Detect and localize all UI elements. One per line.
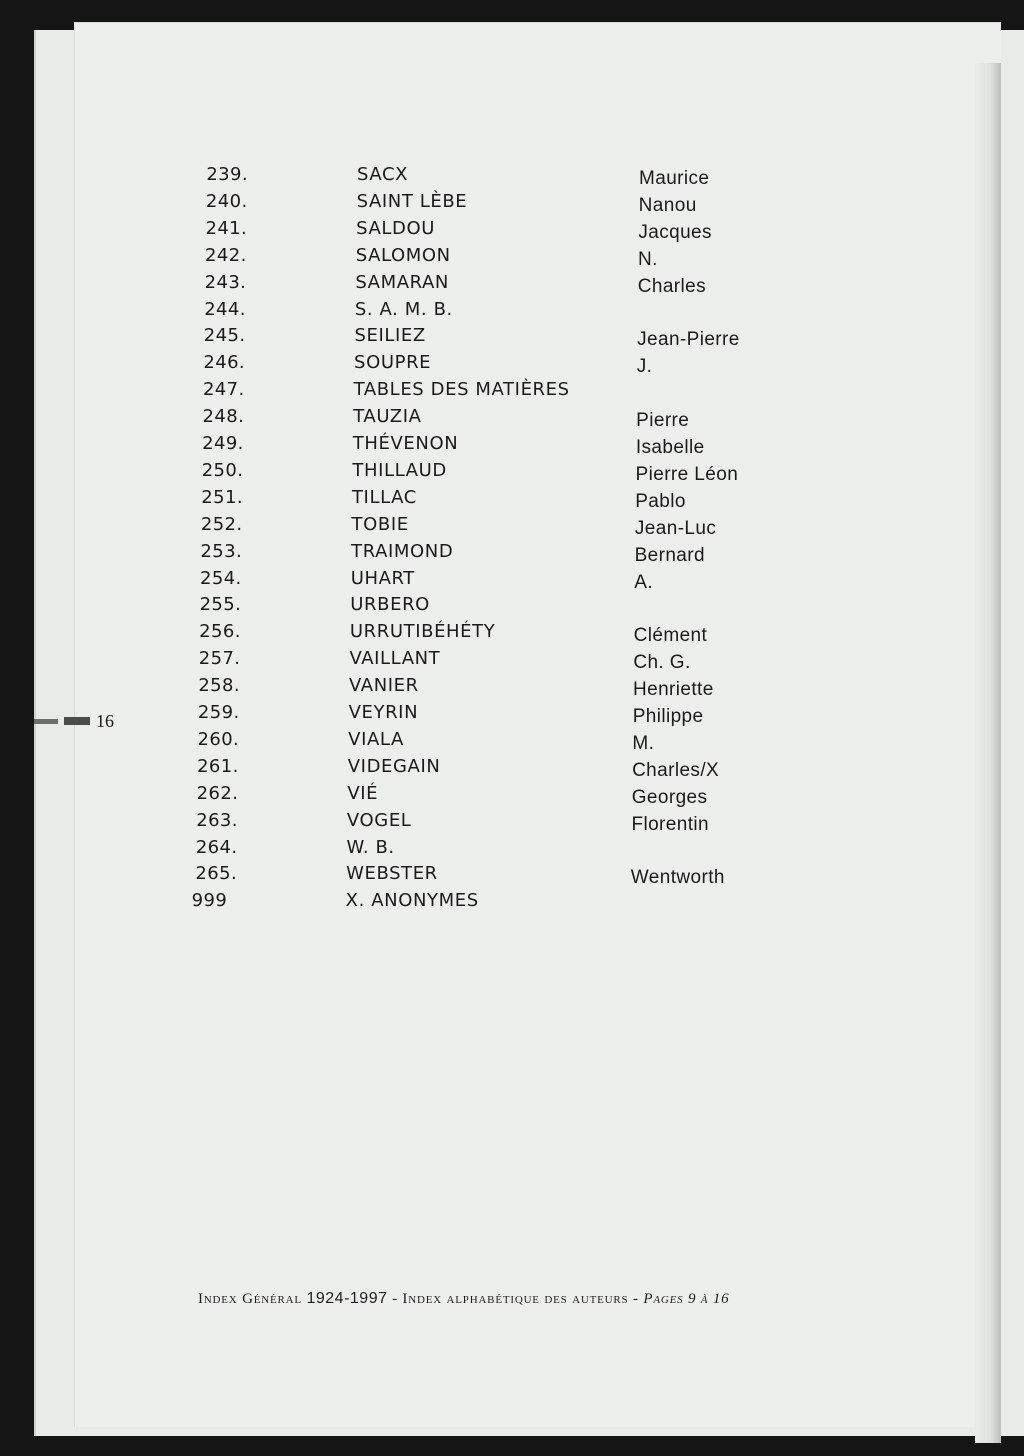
entry-number: 240. (205, 190, 248, 212)
entry-firstname: Isabelle (635, 437, 705, 458)
entry-number: 249. (202, 433, 244, 454)
index-entry (0, 890, 1024, 917)
entry-surname: W. B. (346, 836, 395, 858)
footer-separator: - (392, 1291, 398, 1307)
entry-surname: VIALA (348, 728, 404, 750)
entry-firstname: A. (634, 571, 654, 593)
entry-surname: SACX (357, 164, 409, 185)
entry-number: 239. (206, 164, 248, 185)
entry-firstname: Charles (637, 275, 707, 297)
index-entry (0, 460, 1024, 487)
entry-firstname: M. (632, 732, 655, 754)
index-entry (0, 514, 1024, 541)
entry-surname: WEBSTER (346, 863, 438, 885)
index-entry (0, 648, 1024, 675)
entry-number: 260. (197, 728, 240, 750)
index-entry (0, 433, 1024, 460)
entry-firstname: Pierre Léon (635, 463, 739, 485)
index-entry (0, 702, 1024, 729)
entry-number: 244. (204, 298, 246, 320)
index-entry (0, 863, 1024, 890)
entry-surname: UHART (350, 567, 415, 589)
entry-surname: URRUTIBÉHÉTY (349, 621, 496, 643)
entry-firstname: Henriette (633, 679, 714, 701)
entry-number: 259. (197, 702, 240, 723)
index-entry (0, 594, 1024, 621)
index-entry (0, 245, 1024, 272)
entry-firstname: Jean-Pierre (637, 329, 740, 351)
entry-surname: SOUPRE (354, 352, 432, 374)
entry-surname: THÉVENON (352, 433, 459, 454)
entry-firstname: Pierre (636, 410, 690, 432)
entry-number: 247. (202, 379, 245, 401)
entry-firstname: Ch. G. (633, 652, 691, 674)
entry-number: 251. (201, 486, 243, 508)
index-entry (0, 218, 1024, 245)
footer-title: Index Général (198, 1291, 302, 1307)
entry-number: 258. (198, 675, 241, 697)
index-entry (0, 783, 1024, 810)
entry-surname: URBERO (350, 594, 430, 616)
index-entry (0, 729, 1024, 756)
entry-firstname: Maurice (639, 168, 710, 189)
entry-surname: SAINT LÈBE (356, 190, 468, 212)
entry-number: 253. (200, 540, 243, 562)
entry-firstname: Philippe (632, 706, 704, 727)
entry-surname: VIÉ (347, 782, 379, 804)
index-entry (0, 487, 1024, 514)
entry-number: 999 (191, 890, 228, 912)
entry-firstname: J. (636, 356, 653, 378)
footer-separator: - (633, 1291, 639, 1307)
index-entry (0, 406, 1024, 433)
index-entry (0, 541, 1024, 568)
index-entry (0, 272, 1024, 299)
entry-firstname: Bernard (634, 544, 705, 566)
entry-surname: VIDEGAIN (347, 755, 441, 777)
index-entry (0, 352, 1024, 379)
entry-surname: VANIER (349, 675, 419, 697)
entry-number: 255. (199, 594, 242, 616)
footer-pages: Pages 9 à 16 (643, 1291, 730, 1307)
entry-firstname: Charles/X (632, 759, 720, 781)
entry-surname: VEYRIN (348, 702, 419, 723)
entry-number: 256. (199, 621, 241, 643)
footer-years: 1924-1997 (306, 1290, 388, 1307)
entry-number: 265. (195, 863, 238, 885)
entry-firstname: Wentworth (630, 867, 725, 889)
entry-surname: SAMARAN (355, 271, 449, 293)
index-entry (0, 164, 1024, 191)
entry-firstname: Clément (633, 625, 708, 647)
index-entry (0, 299, 1024, 326)
entry-number: 241. (205, 217, 248, 239)
entry-surname: TABLES DES MATIÈRES (353, 379, 570, 401)
entry-surname: X. ANONYMES (345, 890, 479, 912)
entry-number: 243. (204, 271, 247, 293)
entry-firstname: Florentin (631, 813, 709, 835)
entry-surname: VAILLANT (349, 648, 441, 670)
entry-number: 261. (197, 755, 239, 777)
entry-surname: SALOMON (355, 244, 451, 266)
entry-surname: THILLAUD (352, 459, 447, 481)
index-entry (0, 675, 1024, 702)
page-number: 16 (96, 711, 114, 731)
footer-subtitle: Index alphabétique des auteurs (402, 1291, 629, 1307)
entry-number: 248. (202, 406, 245, 428)
entry-number: 262. (196, 782, 239, 804)
entry-number: 242. (205, 244, 247, 266)
entry-surname: VOGEL (346, 809, 412, 831)
index-entry (0, 837, 1024, 864)
index-entry (0, 810, 1024, 837)
entry-surname: TILLAC (351, 486, 417, 508)
index-entry (0, 756, 1024, 783)
entry-number: 246. (203, 352, 246, 374)
marker-bar (64, 717, 90, 725)
entry-surname: TRAIMOND (351, 540, 454, 562)
entry-surname: TAUZIA (353, 406, 422, 428)
entry-firstname: N. (638, 248, 658, 270)
entry-firstname: Georges (631, 786, 708, 808)
entry-number: 263. (196, 809, 238, 831)
entry-number: 245. (203, 325, 246, 347)
entry-number: 252. (200, 513, 243, 535)
index-entry (0, 191, 1024, 218)
entry-surname: TOBIE (351, 513, 409, 535)
entry-firstname: Jacques (638, 221, 712, 243)
index-entry (0, 325, 1024, 352)
entry-surname: SALDOU (356, 217, 436, 239)
entry-firstname: Pablo (635, 490, 686, 512)
entry-number: 257. (198, 648, 241, 670)
entry-surname: S. A. M. B. (354, 298, 453, 320)
footer (198, 1290, 729, 1308)
entry-firstname: Jean-Luc (634, 517, 717, 539)
entry-number: 254. (200, 567, 242, 589)
marker-bar (34, 719, 58, 724)
index-entry (0, 379, 1024, 406)
index-entry (0, 568, 1024, 595)
entry-number: 264. (195, 836, 238, 858)
entry-surname: SEILIEZ (354, 325, 426, 347)
entry-number: 250. (201, 459, 244, 481)
index-entry (0, 621, 1024, 648)
entry-firstname: Nanou (638, 194, 697, 216)
